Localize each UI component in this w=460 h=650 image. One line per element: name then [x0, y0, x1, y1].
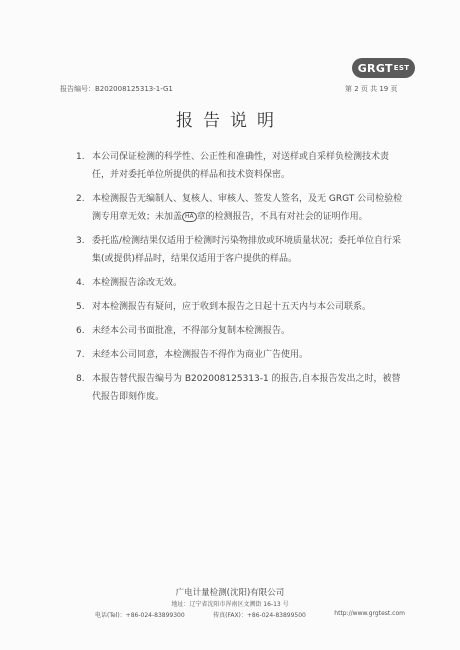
- footer-contacts: [95, 610, 405, 619]
- item-text: 委托监/检测结果仅适用于检测时污染物排放或环境质量状况；委托单位自行采集(或提供)样品时，结果仅适用于客户提供的样品。: [92, 236, 402, 264]
- page-count: 第 2 页 共 19 页: [345, 85, 398, 93]
- item-number: 7.: [76, 350, 85, 360]
- list-item: [76, 274, 406, 292]
- logo-small-text: EST: [393, 64, 410, 72]
- item-text: 本公司保证检测的科学性、公正性和准确性，对送样或自采样负检测技术责任，并对委托单位所提供的样品和技术资料保密。: [92, 152, 390, 180]
- ha-seal-mark: HA: [182, 212, 197, 222]
- footer-fax: 传真(FAX)：+86-024-83899500: [213, 612, 306, 619]
- item-text: 本检测报告无编制人、复核人、审核人、签发人签名，及无 GRGT 公司检验检测专用章无效；未加盖: [92, 194, 403, 222]
- item-number: 4.: [76, 278, 85, 288]
- footer-address: 地址：辽宁省沈阳市浑南区文溯街 16-13 号: [171, 601, 289, 608]
- item-text: 未经本公司同意，本检测报告不得作为商业广告使用。: [92, 350, 309, 360]
- footer-company-name: 广电计量检测(沈阳)有限公司: [175, 588, 285, 598]
- item-text: 章的检测报告，不具有对社会的证明作用。: [196, 212, 368, 222]
- list-item: [76, 148, 406, 184]
- item-number: 8.: [76, 374, 85, 384]
- notes-list: [76, 148, 406, 412]
- item-number: 3.: [76, 236, 85, 246]
- item-number: 1.: [76, 152, 85, 162]
- item-text: 本报告替代报告编号为 B202008125313-1 的报告,自本报告发出之时，被替代报告即刻作废。: [92, 374, 401, 402]
- list-item: [76, 298, 406, 316]
- footer-website-link[interactable]: http://www.grgtest.com: [334, 610, 405, 617]
- item-text: 本检测报告涂改无效。: [92, 278, 183, 288]
- list-item: [76, 232, 406, 268]
- list-item: [76, 322, 406, 340]
- item-text: 未经本公司书面批准，不得部分复制本检测报告。: [92, 326, 291, 336]
- list-item: [76, 370, 406, 406]
- page-title: 报告说明: [176, 111, 284, 131]
- footer-tel: 电话(Tel)：+86-024-83899300: [95, 612, 185, 619]
- logo-main-text: GRGT: [357, 61, 393, 75]
- list-item: [76, 190, 406, 226]
- grgtest-logo: [352, 58, 415, 78]
- item-number: 6.: [76, 326, 85, 336]
- item-number: 2.: [76, 194, 85, 204]
- report-number: 报告编号：B202008125313-1-G1: [60, 85, 173, 93]
- list-item: [76, 346, 406, 364]
- item-text: 对本检测报告有疑问，应于收到本报告之日起十五天内与本公司联系。: [92, 302, 372, 312]
- item-number: 5.: [76, 302, 85, 312]
